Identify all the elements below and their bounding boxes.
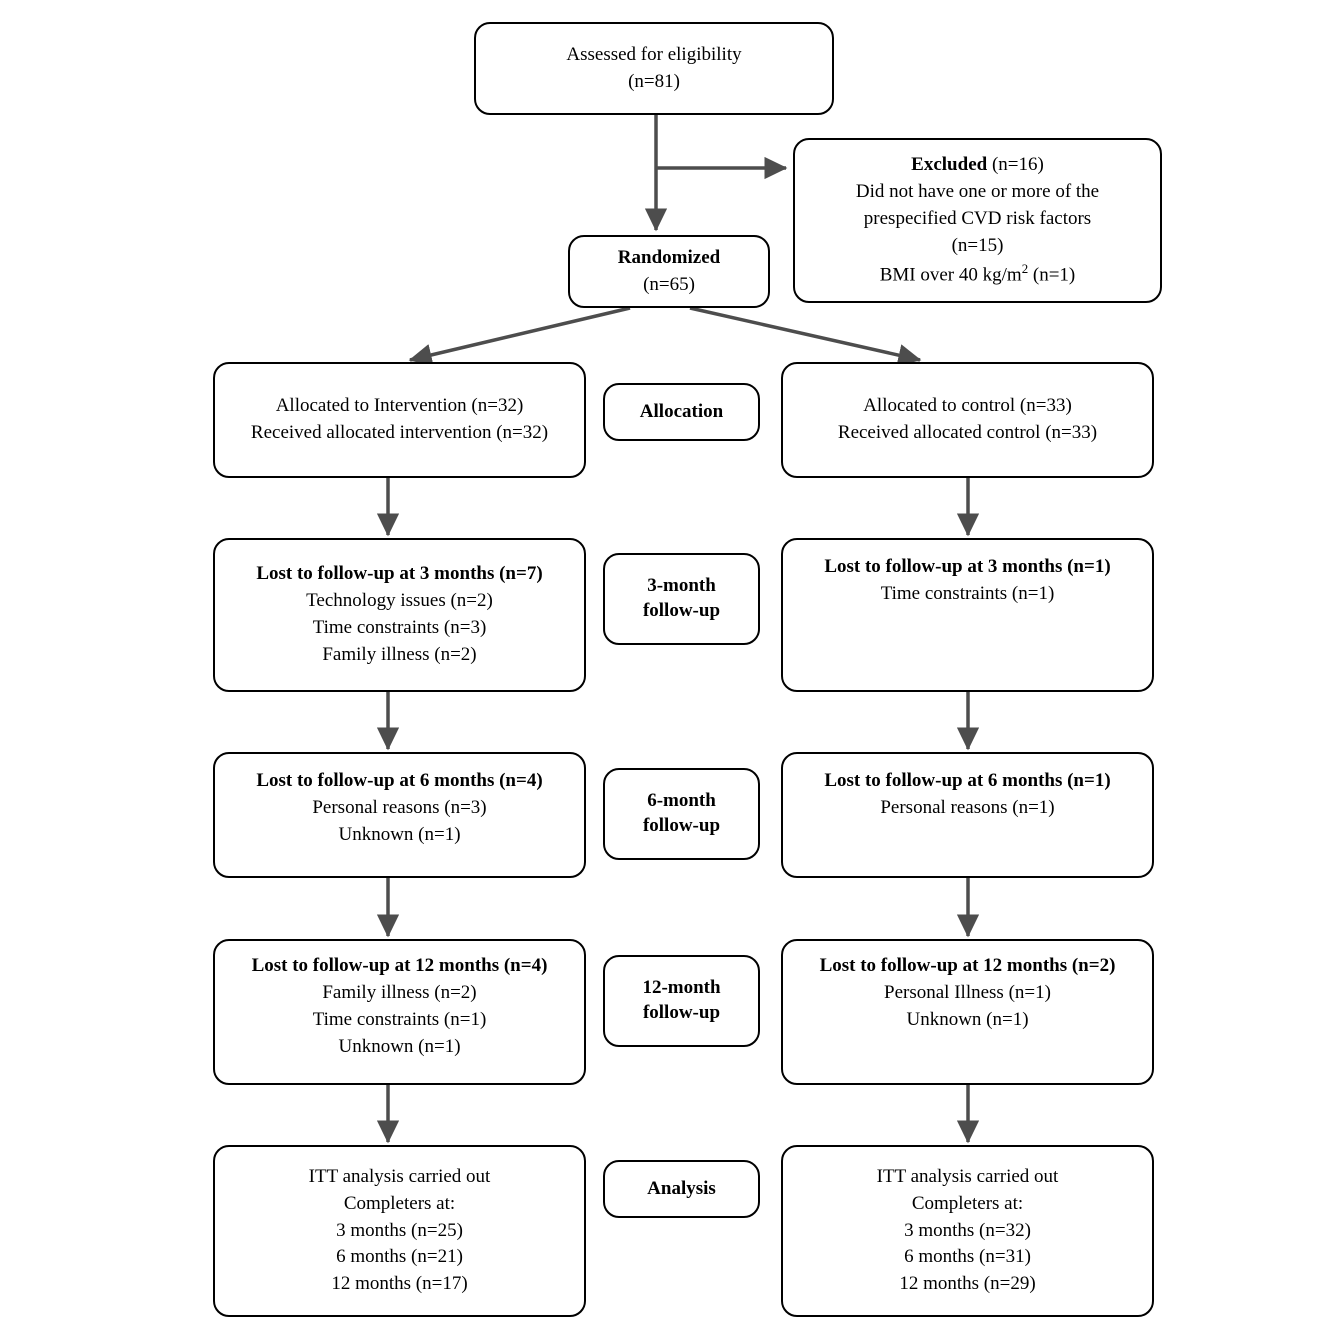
excluded-label: Excluded [911, 153, 988, 175]
node-line: 12 months (n=17) [331, 1273, 468, 1295]
node-line: Family illness (n=2) [322, 643, 477, 665]
node-intervention-lost-12-months [213, 939, 586, 1085]
stage-line: follow-up [642, 600, 721, 621]
node-line: Received allocated intervention (n=32) [250, 422, 549, 443]
node-line: Lost to follow-up at 3 months (n=7) [256, 563, 543, 585]
node-intervention-lost-3-months [213, 538, 586, 692]
stage-analysis [603, 1160, 760, 1218]
node-line: Did not have one or more of the [855, 180, 1100, 202]
node-line: Randomized [617, 246, 721, 268]
node-line: Allocated to control (n=33) [863, 395, 1072, 417]
node-line: 12 months (n=29) [899, 1273, 1036, 1295]
node-control-lost-6-months [781, 752, 1154, 878]
node-assessed-for-eligibility [474, 22, 834, 115]
node-line-excluded-title [911, 152, 1044, 179]
stage-line: follow-up [642, 1002, 721, 1023]
stage-12-month-followup [603, 955, 760, 1047]
excluded-count: (n=16) [987, 153, 1044, 175]
node-line: 6 months (n=31) [904, 1246, 1031, 1268]
node-line: 3 months (n=25) [336, 1219, 463, 1241]
stage-line: 6-month [647, 790, 716, 812]
node-line: (n=15) [951, 234, 1004, 256]
node-line: Unknown (n=1) [338, 823, 461, 845]
stage-line: 12-month [642, 977, 721, 999]
node-allocated-control [781, 362, 1154, 478]
node-randomized [568, 235, 770, 308]
node-line: Personal reasons (n=1) [880, 796, 1055, 818]
stage-line: 3-month [647, 575, 716, 597]
node-line: Lost to follow-up at 6 months (n=1) [824, 770, 1111, 791]
node-intervention-analysis [213, 1145, 586, 1317]
node-line: ITT analysis carried out [308, 1165, 491, 1187]
node-line: Personal reasons (n=3) [312, 796, 487, 818]
node-line: ITT analysis carried out [876, 1165, 1059, 1187]
node-line: Personal Illness (n=1) [884, 981, 1051, 1003]
node-line: Unknown (n=1) [338, 1035, 461, 1057]
node-line: Time constraints (n=1) [880, 582, 1055, 604]
node-line: prespecified CVD risk factors [863, 207, 1092, 229]
node-line: Completers at: [343, 1192, 456, 1214]
node-line: Received allocated control (n=33) [837, 422, 1098, 443]
node-control-lost-3-months [781, 538, 1154, 692]
stage-line: follow-up [642, 815, 721, 836]
stage-allocation [603, 383, 760, 441]
node-control-analysis [781, 1145, 1154, 1317]
node-control-lost-12-months [781, 939, 1154, 1085]
node-line: Lost to follow-up at 3 months (n=1) [824, 556, 1111, 577]
node-line: Completers at: [911, 1192, 1024, 1214]
stage-6-month-followup [603, 768, 760, 860]
node-allocated-intervention [213, 362, 586, 478]
node-line: Lost to follow-up at 12 months (n=2) [819, 955, 1116, 976]
stage-line: Allocation [639, 400, 724, 422]
node-line: Unknown (n=1) [906, 1008, 1029, 1030]
node-excluded [793, 138, 1162, 303]
node-line: Lost to follow-up at 12 months (n=4) [251, 955, 548, 976]
node-line: Technology issues (n=2) [306, 590, 493, 612]
node-line: Time constraints (n=1) [312, 1008, 487, 1030]
stage-line: Analysis [647, 1177, 716, 1199]
stage-3-month-followup [603, 553, 760, 645]
node-line: Allocated to Intervention (n=32) [275, 395, 524, 417]
node-line: Assessed for eligibility [566, 43, 742, 65]
node-line: (n=65) [643, 273, 695, 295]
node-line: Lost to follow-up at 6 months (n=4) [256, 770, 543, 791]
node-line: 6 months (n=21) [336, 1246, 463, 1268]
node-line: 3 months (n=32) [904, 1219, 1031, 1241]
node-line: Family illness (n=2) [322, 981, 477, 1003]
node-line: Time constraints (n=3) [312, 617, 487, 638]
node-intervention-lost-6-months [213, 752, 586, 878]
node-line: (n=81) [628, 70, 680, 92]
node-line-bmi: BMI over 40 $kg/m^2$ (n=1) [879, 260, 1076, 286]
